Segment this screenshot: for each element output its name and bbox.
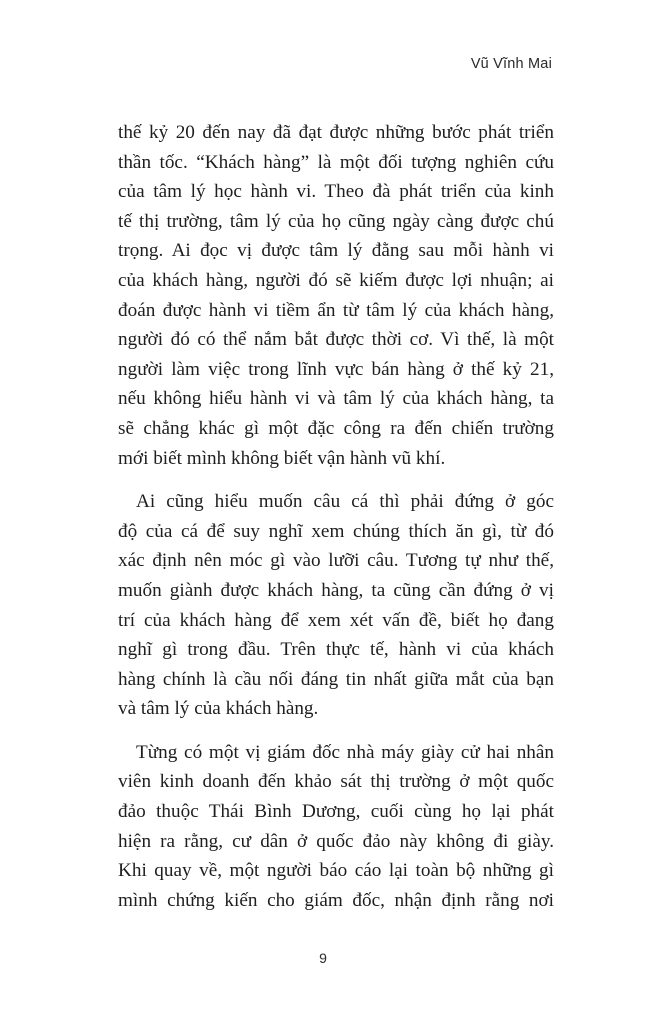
text-line: sẽ chẳng khác gì một đặc công ra đến chiến trường xyxy=(118,417,554,439)
text-line: mới biết mình không biết vận hành vũ khí. xyxy=(118,447,446,469)
text-line: tế thị trường, tâm lý của họ cũng ngày càng được chú xyxy=(118,210,554,232)
text-line: trọng. Ai đọc vị được tâm lý đằng sau mỗi hành vi xyxy=(118,240,554,262)
text-line: nếu không hiểu hành vi và tâm lý của khách hàng, ta xyxy=(118,388,554,410)
text-line: nghĩ gì trong đầu. Trên thực tế, hành vi của khách xyxy=(118,639,554,661)
text-line: trí của khách hàng để xem xét vấn đề, biết họ đang xyxy=(118,609,554,631)
page-number: 9 xyxy=(319,950,327,966)
text-line: và tâm lý của khách hàng. xyxy=(118,698,319,720)
text-line: người làm việc trong lĩnh vực bán hàng ở thế kỷ 21, xyxy=(118,358,554,380)
paragraph-2 xyxy=(118,487,554,724)
body-text xyxy=(118,118,554,915)
text-line: của khách hàng, người đó sẽ kiếm được lợi nhuận; ai xyxy=(118,269,554,291)
paragraph-1 xyxy=(118,118,554,473)
text-line: Từng có một vị giám đốc nhà máy giày cử hai nhân xyxy=(136,741,554,763)
text-line: người đó có thể nắm bắt được thời cơ. Vì thế, là một xyxy=(118,329,554,351)
text-line: hiện ra rằng, cư dân ở quốc đảo này không đi giày. xyxy=(118,830,554,852)
text-line: độ của cá để suy nghĩ xem chúng thích ăn gì, từ đó xyxy=(118,520,554,542)
text-line: muốn giành được khách hàng, ta cũng cần đứng ở vị xyxy=(118,579,554,601)
text-line: Ai cũng hiểu muốn câu cá thì phải đứng ở góc xyxy=(136,491,554,513)
running-header-author: Vũ Vĩnh Mai xyxy=(470,56,552,72)
text-line: của tâm lý học hành vi. Theo đà phát triển của kinh xyxy=(118,181,554,203)
text-line: mình chứng kiến cho giám đốc, nhận định rằng nơi xyxy=(118,889,554,911)
text-line: viên kinh doanh đến khảo sát thị trường ở một quốc xyxy=(118,771,554,793)
text-line: Khi quay về, một người báo cáo lại toàn bộ những gì xyxy=(118,860,554,882)
text-line: đảo thuộc Thái Bình Dương, cuối cùng họ lại phát xyxy=(118,801,554,823)
text-line: hàng chính là cầu nối đáng tin nhất giữa mắt của bạn xyxy=(118,668,554,690)
text-line: thế kỷ 20 đến nay đã đạt được những bước phát triển xyxy=(118,122,554,143)
paragraph-3 xyxy=(118,738,554,916)
text-line: thần tốc. “Khách hàng” là một đối tượng nghiên cứu xyxy=(118,151,554,173)
text-line: đoán được hành vi tiềm ẩn từ tâm lý của khách hàng, xyxy=(118,299,554,321)
text-line: xác định nên móc gì vào lưỡi câu. Tương tự như thế, xyxy=(118,550,554,572)
